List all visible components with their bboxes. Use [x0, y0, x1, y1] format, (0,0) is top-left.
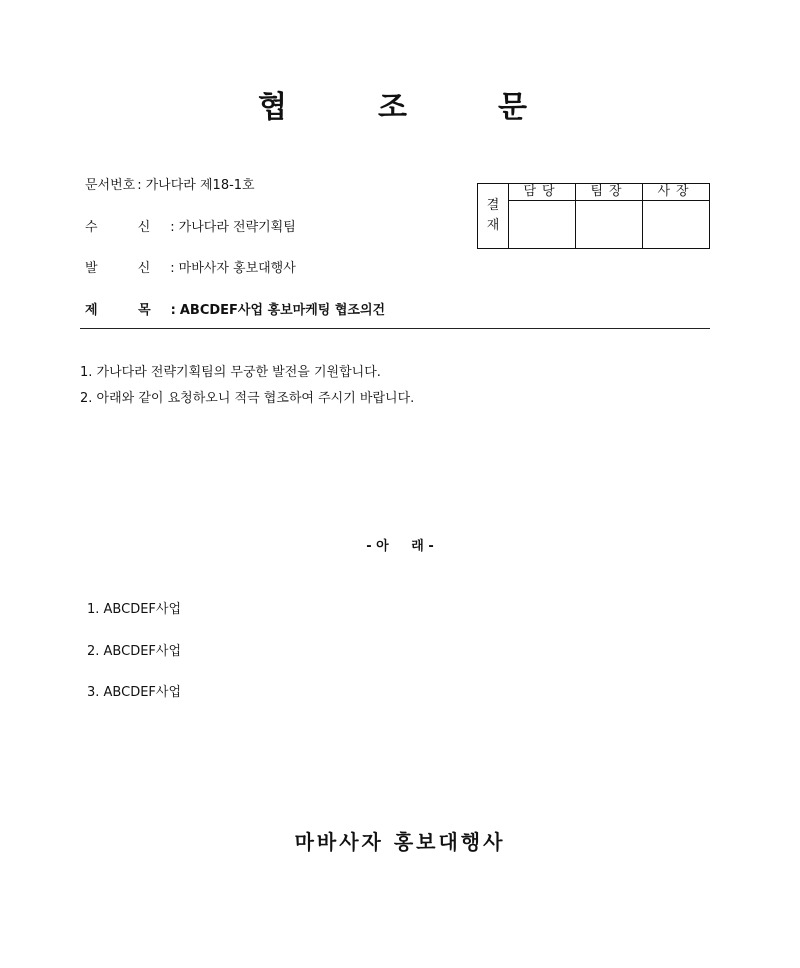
subject-row [85, 302, 385, 320]
list-item: 3. ABCDEF사업 [87, 685, 182, 700]
approval-table [477, 183, 710, 249]
title-char-1: 협 [258, 90, 287, 125]
list-item: 1. ABCDEF사업 [87, 602, 182, 617]
approval-side-char-1: 결 [486, 198, 500, 213]
title-char-2: 조 [378, 90, 407, 125]
title-char-3: 문 [498, 90, 527, 125]
footer-sender-name: 마바사자 홍보대행사 [294, 830, 506, 854]
header-divider [80, 328, 710, 329]
recipient-value: 가나다라 전략기획팀 [178, 220, 296, 235]
recipient-label: 수 신 [85, 220, 169, 235]
body-line-2: 2. 아래와 같이 요청하오니 적극 협조하여 주시기 바랍니다. [80, 391, 415, 406]
approval-sign-manager [509, 201, 576, 249]
subject-value: ABCDEF사업 홍보마케팅 협조의건 [179, 303, 386, 318]
doc-number-label: 문서번호 [85, 178, 136, 193]
approval-sign-president [643, 201, 710, 249]
approval-side-label [478, 184, 509, 249]
recipient-row [85, 219, 296, 237]
list-item: 2. ABCDEF사업 [87, 644, 182, 659]
doc-number-separator: : [137, 178, 142, 193]
approval-header-manager: 담당 [509, 184, 576, 201]
subject-separator: : [170, 303, 176, 318]
sender-value: 마바사자 홍보대행사 [178, 261, 296, 276]
recipient-separator: : [170, 220, 175, 235]
doc-number-row [85, 177, 255, 195]
sender-label: 발 신 [85, 261, 169, 276]
approval-sign-team-lead [576, 201, 643, 249]
below-label: - 아 래 - [366, 539, 434, 554]
sender-separator: : [170, 261, 175, 276]
doc-number-value: 가나다라 제18-1호 [145, 178, 255, 193]
body-line-1: 1. 가나다라 전략기획팀의 무궁한 발전을 기원합니다. [80, 365, 381, 380]
approval-header-team-lead: 팀장 [576, 184, 643, 201]
approval-side-char-2: 재 [486, 218, 500, 233]
approval-header-president: 사장 [643, 184, 710, 201]
sender-row [85, 260, 296, 278]
subject-label: 제 목 [85, 303, 169, 318]
